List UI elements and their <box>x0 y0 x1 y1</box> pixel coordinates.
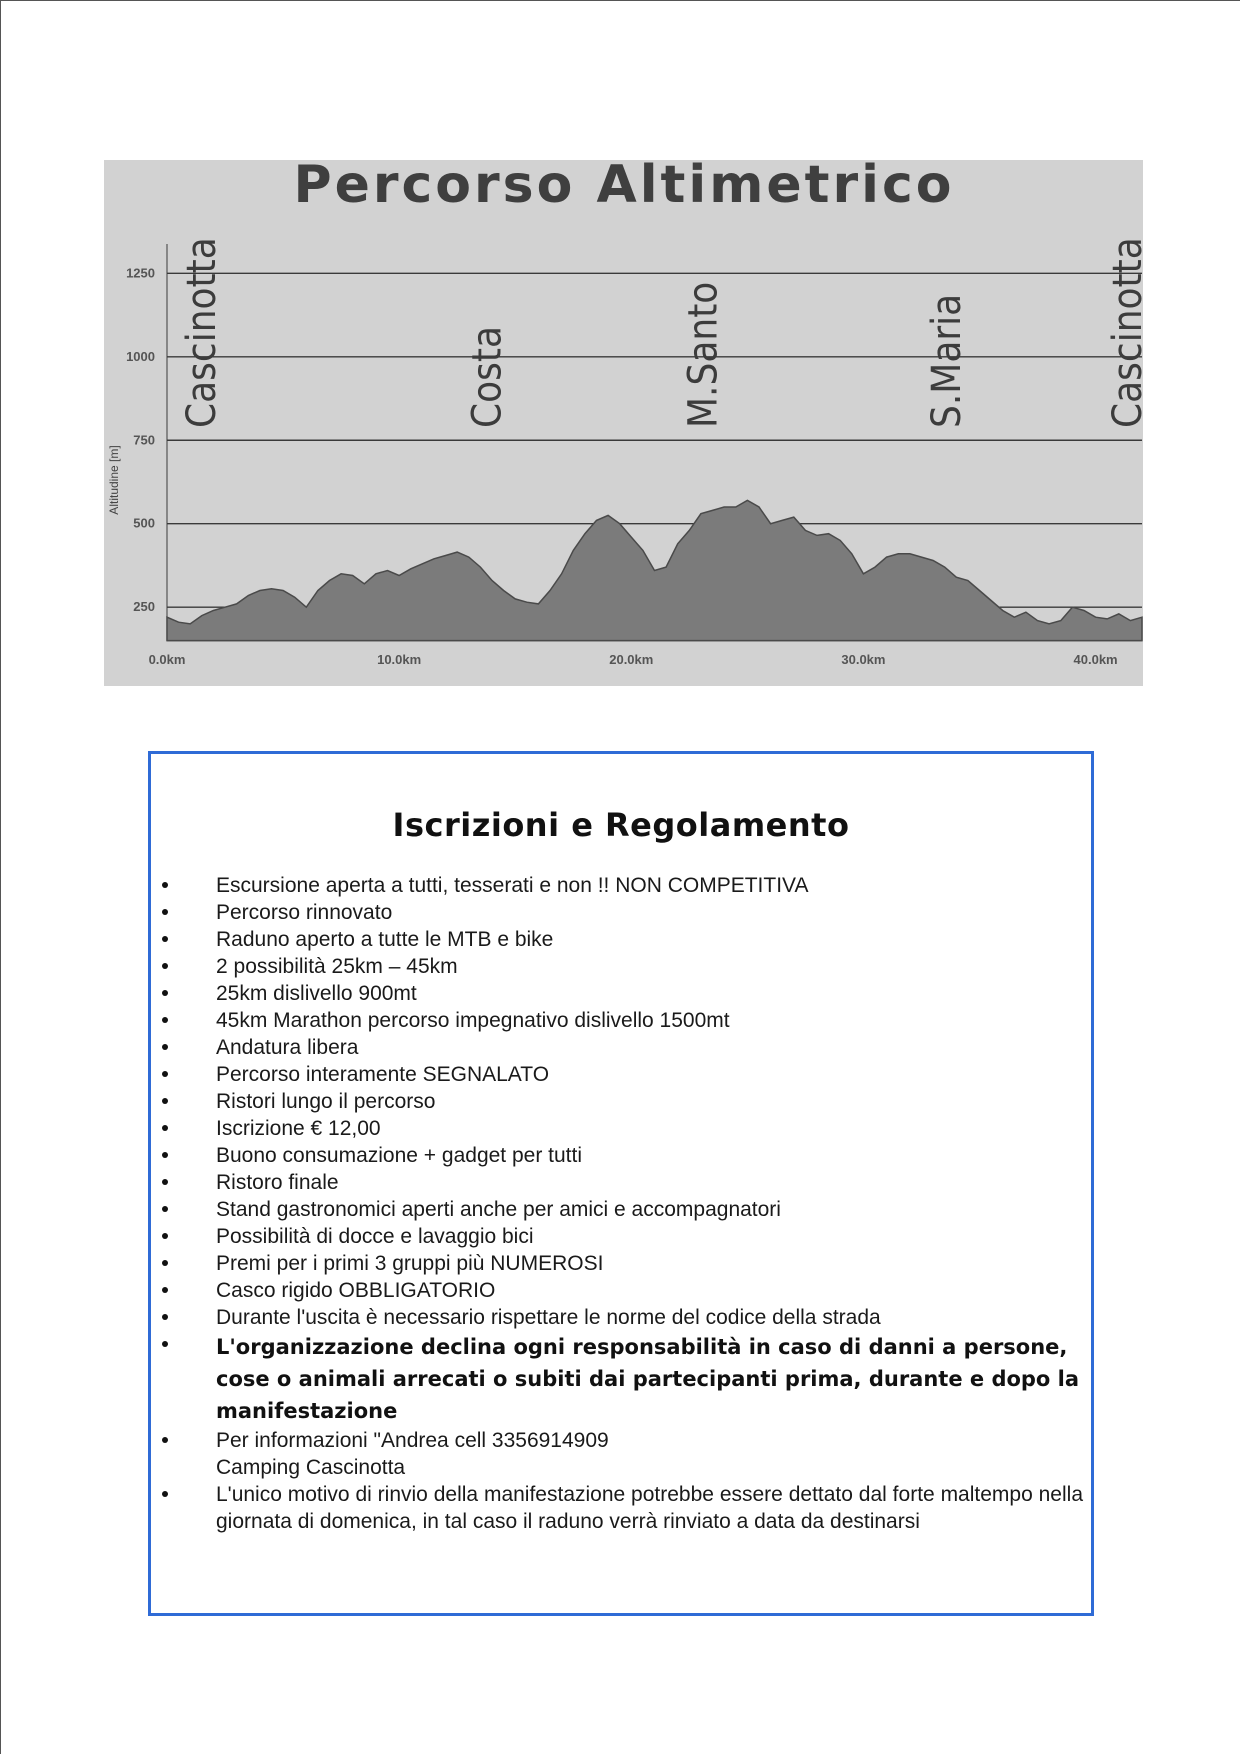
x-tick-label-0: 0.0km <box>148 652 186 667</box>
place-label-0: Cascinotta <box>178 237 225 428</box>
rule-item <box>151 1427 1091 1481</box>
y-tick-label-1250: 1250 <box>126 265 155 281</box>
rule-text: Percorso rinnovato <box>216 901 393 924</box>
y-tick-label-500: 500 <box>133 515 155 531</box>
rule-item <box>151 1142 1091 1169</box>
x-tick-label-20: 20.0km <box>609 652 654 667</box>
x-tick-label-40: 40.0km <box>1073 652 1118 667</box>
x-tick-label-10: 10.0km <box>377 652 422 667</box>
rule-item <box>151 1223 1091 1250</box>
bullet-icon <box>162 1152 168 1158</box>
rule-text: Andatura libera <box>216 1036 359 1059</box>
rule-text: Premi per i primi 3 gruppi più NUMEROSI <box>216 1252 604 1275</box>
rules-title: Iscrizioni e Regolamento <box>392 806 850 844</box>
rule-item <box>151 1115 1091 1142</box>
bullet-icon <box>162 963 168 969</box>
area-layer <box>167 500 1142 640</box>
bullet-icon <box>162 1437 168 1443</box>
rule-text: Durante l'uscita è necessario rispettare le norme del codice della strada <box>216 1306 881 1329</box>
page-border-left <box>0 0 1 1754</box>
bullet-icon <box>162 1260 168 1266</box>
rule-text: Raduno aperto a tutte le MTB e bike <box>216 928 554 951</box>
rule-item <box>151 1277 1091 1304</box>
rule-text: Per informazioni "Andrea cell 3356914909 Camping Cascinotta <box>216 1429 609 1479</box>
rule-item <box>151 1034 1091 1061</box>
rule-text: Ristoro finale <box>216 1171 339 1194</box>
rule-text: Percorso interamente SEGNALATO <box>216 1063 550 1086</box>
rule-item <box>151 953 1091 980</box>
y-tick-label-1000: 1000 <box>126 348 155 364</box>
rule-item <box>151 1007 1091 1034</box>
rule-item <box>151 1250 1091 1277</box>
elevation-profile-chart <box>104 155 1152 686</box>
rule-item <box>151 1304 1091 1331</box>
bullet-icon <box>162 909 168 915</box>
bullet-icon <box>162 1287 168 1293</box>
rule-item <box>151 1196 1091 1223</box>
rule-item <box>151 1481 1091 1535</box>
rule-item <box>151 980 1091 1007</box>
place-label-1: Costa <box>464 325 511 428</box>
rule-item <box>151 899 1091 926</box>
rules-list <box>151 872 1091 1535</box>
rule-item <box>151 1061 1091 1088</box>
bullet-icon <box>162 1233 168 1239</box>
rule-text: 45km Marathon percorso impegnativo dislivello 1500mt <box>216 1009 730 1032</box>
bullet-icon <box>162 1125 168 1131</box>
rule-item <box>151 926 1091 953</box>
bullet-icon <box>162 1098 168 1104</box>
rule-text: Stand gastronomici aperti anche per amici e accompagnatori <box>216 1198 781 1221</box>
bullet-icon <box>162 1314 168 1320</box>
page-border-top <box>0 0 1240 1</box>
bullet-icon <box>162 1044 168 1050</box>
bullet-icon <box>162 1179 168 1185</box>
place-label-3: S.Maria <box>924 293 970 428</box>
bullet-icon <box>162 1491 168 1497</box>
bullet-icon <box>162 936 168 942</box>
y-axis-label: Altitudine [m] <box>107 445 121 515</box>
bullet-icon <box>162 1341 168 1347</box>
rules-panel <box>148 751 1094 1616</box>
place-label-4: Cascinotta <box>1105 237 1152 428</box>
rule-item <box>151 1088 1091 1115</box>
y-tick-label-250: 250 <box>133 599 155 615</box>
rule-text: Iscrizione € 12,00 <box>216 1117 381 1140</box>
rule-text: 2 possibilità 25km – 45km <box>216 955 458 978</box>
rule-text: 25km dislivello 900mt <box>216 982 417 1005</box>
place-label-2: M.Santo <box>680 281 727 428</box>
rule-text: Buono consumazione + gadget per tutti <box>216 1144 583 1167</box>
elevation-chart-svg <box>104 155 1152 686</box>
bullet-icon <box>162 1071 168 1077</box>
bullet-icon <box>162 990 168 996</box>
bullet-icon <box>162 1017 168 1023</box>
y-tick-label-750: 750 <box>133 432 155 448</box>
rule-text: Casco rigido OBBLIGATORIO <box>216 1279 496 1302</box>
x-tick-label-30: 30.0km <box>841 652 886 667</box>
rule-text: Escursione aperta a tutti, tesserati e non !! NON COMPETITIVA <box>216 874 809 897</box>
bullet-icon <box>162 882 168 888</box>
rule-text: Ristori lungo il percorso <box>216 1090 436 1113</box>
rule-item <box>151 872 1091 899</box>
rule-text: L'organizzazione declina ogni responsabilità in caso di danni a persone, cose o animali arrecati o subiti dai partecipanti prima, durante e dopo la manifestazione <box>216 1335 1080 1423</box>
elevation-area <box>167 500 1142 640</box>
rule-text: L'unico motivo di rinvio della manifestazione potrebbe essere dettato dal forte maltempo nella giornata di domenica, in tal caso il raduno verrà rinviato a data da destinarsi <box>216 1483 1083 1533</box>
chart-title: Percorso Altimetrico <box>293 155 955 215</box>
rule-item <box>151 1331 1091 1427</box>
place-label-layer <box>179 237 1151 428</box>
rule-text: Possibilità di docce e lavaggio bici <box>216 1225 534 1248</box>
bullet-icon <box>162 1206 168 1212</box>
rule-item <box>151 1169 1091 1196</box>
